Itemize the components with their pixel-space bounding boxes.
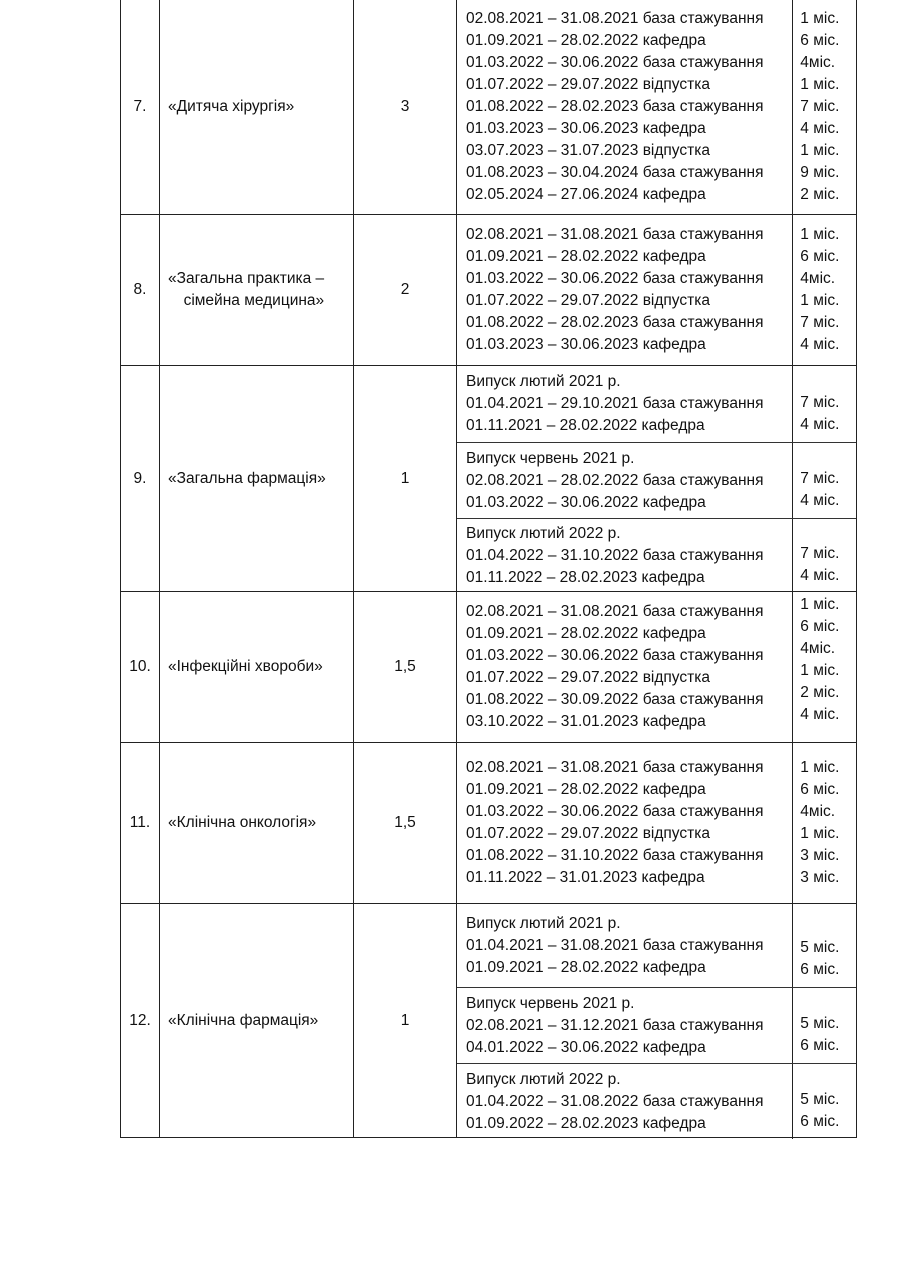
- duration-value: 6 міс.: [800, 618, 840, 635]
- duration-value: 4 міс.: [800, 416, 840, 433]
- duration-value: 4міс.: [800, 54, 836, 71]
- duration-value: 7 міс.: [800, 545, 840, 562]
- duration-value: 7 міс.: [800, 98, 840, 115]
- durations-list: [792, 215, 856, 365]
- duration-value: 1 міс.: [800, 596, 840, 613]
- specialty-name-line: «Дитяча хірургія»: [168, 98, 295, 115]
- duration-value: 1 міс.: [800, 662, 840, 679]
- period-line: 01.09.2021 – 28.02.2022 кафедра: [466, 781, 706, 798]
- durations-list: [792, 519, 856, 593]
- duration-value: 4 міс.: [800, 492, 840, 509]
- duration-value: 4міс.: [800, 803, 836, 820]
- duration-value: 2 міс.: [800, 684, 840, 701]
- term-years: 2: [353, 215, 456, 365]
- term-years: 3: [353, 0, 456, 214]
- duration-value: 1 міс.: [800, 292, 840, 309]
- term-years: 1,5: [353, 592, 456, 742]
- schedule-block: [457, 592, 856, 742]
- duration-value: 4 міс.: [800, 706, 840, 723]
- graduation-cohort-title: Випуск лютий 2021 р.: [466, 914, 621, 932]
- period-line: 01.09.2021 – 28.02.2022 кафедра: [466, 248, 706, 265]
- periods-list: [457, 743, 792, 903]
- schedule-cell: [456, 592, 857, 742]
- duration-value: 7 міс.: [800, 314, 840, 331]
- duration-value: 6 міс.: [800, 248, 840, 265]
- duration-value: 6 міс.: [800, 781, 840, 798]
- row-number: 9.: [120, 366, 159, 591]
- period-line: 02.08.2021 – 31.08.2021 база стажування: [466, 226, 764, 243]
- durations-list: [792, 592, 856, 742]
- period-line: 01.07.2022 – 29.07.2022 відпустка: [466, 292, 710, 309]
- period-line: 01.07.2022 – 29.07.2022 відпустка: [466, 825, 710, 842]
- duration-value: 5 міс.: [800, 939, 840, 956]
- period-line: 01.11.2022 – 28.02.2023 кафедра: [466, 569, 705, 586]
- periods-list: [457, 592, 792, 742]
- schedule-cell: [456, 0, 857, 214]
- durations-list: [792, 904, 856, 987]
- period-line: 01.04.2021 – 31.08.2021 база стажування: [466, 936, 764, 954]
- row-number: 11.: [120, 743, 159, 903]
- durations-list: [792, 988, 856, 1063]
- graduation-cohort-title: Випуск лютий 2021 р.: [466, 373, 621, 390]
- duration-value: 3 міс.: [800, 847, 840, 864]
- period-line: 01.11.2021 – 28.02.2022 кафедра: [466, 417, 705, 434]
- specialty-name-line: сімейна медицина»: [183, 292, 325, 309]
- graduation-cohort-title: Випуск червень 2021 р.: [466, 994, 635, 1012]
- period-line: 03.10.2022 – 31.01.2023 кафедра: [466, 713, 706, 730]
- schedule-block: [457, 443, 856, 519]
- specialty-name: [168, 96, 294, 118]
- duration-value: 2 міс.: [800, 186, 840, 203]
- specialty-name-cell: [159, 366, 353, 591]
- period-line: 01.09.2021 – 28.02.2022 кафедра: [466, 625, 706, 642]
- duration-value: 9 міс.: [800, 164, 840, 181]
- table-row: [120, 904, 857, 1138]
- period-line: 01.03.2022 – 30.06.2022 база стажування: [466, 54, 764, 71]
- duration-value: 6 міс.: [800, 1037, 840, 1054]
- term-years: 1,5: [353, 743, 456, 903]
- graduation-cohort-title: Випуск лютий 2022 р.: [466, 525, 621, 542]
- table-row: [120, 0, 857, 215]
- period-line: 01.03.2023 – 30.06.2023 кафедра: [466, 120, 706, 137]
- period-line: 01.09.2021 – 28.02.2022 кафедра: [466, 958, 706, 976]
- periods-list: [457, 0, 792, 214]
- table-row: [120, 366, 857, 592]
- period-line: 01.08.2022 – 31.10.2022 база стажування: [466, 847, 764, 864]
- specialty-name-line: «Клінічна фармація»: [168, 1011, 319, 1029]
- specialty-name-cell: [159, 743, 353, 903]
- duration-value: 6 міс.: [800, 1113, 840, 1130]
- term-years: 1: [353, 366, 456, 591]
- period-line: 01.03.2022 – 30.06.2022 база стажування: [466, 647, 764, 664]
- period-line: 04.01.2022 – 30.06.2022 кафедра: [466, 1038, 706, 1056]
- duration-value: 6 міс.: [800, 32, 840, 49]
- durations-list: [792, 0, 856, 214]
- schedule-cell: [456, 904, 857, 1137]
- duration-value: 4 міс.: [800, 336, 840, 353]
- graduation-cohort-title: Випуск червень 2021 р.: [466, 449, 635, 467]
- duration-value: 1 міс.: [800, 10, 840, 27]
- duration-value: 6 міс.: [800, 961, 840, 978]
- periods-list: [457, 904, 792, 987]
- specialty-name-line: «Клінічна онкологія»: [168, 814, 317, 831]
- duration-value: 3 міс.: [800, 869, 840, 886]
- row-number: 8.: [120, 215, 159, 365]
- duration-value: 1 міс.: [800, 759, 840, 776]
- period-line: 01.04.2021 – 29.10.2021 база стажування: [466, 395, 764, 412]
- period-line: 01.09.2021 – 28.02.2022 кафедра: [466, 32, 706, 49]
- schedule-cell: [456, 215, 857, 365]
- duration-value: 1 міс.: [800, 142, 840, 159]
- duration-value: 5 міс.: [800, 1091, 840, 1108]
- duration-value: 1 міс.: [800, 226, 840, 243]
- schedule-block: [457, 366, 856, 443]
- period-line: 01.03.2023 – 30.06.2023 кафедра: [466, 336, 706, 353]
- period-line: 01.03.2022 – 30.06.2022 кафедра: [466, 493, 706, 511]
- graduation-cohort-title: Випуск лютий 2022 р.: [466, 1070, 621, 1088]
- duration-value: 7 міс.: [800, 470, 840, 487]
- specialty-name: [168, 1010, 318, 1032]
- period-line: 02.08.2021 – 31.12.2021 база стажування: [466, 1016, 764, 1034]
- period-line: 01.07.2022 – 29.07.2022 відпустка: [466, 669, 710, 686]
- schedule-block: [457, 743, 856, 903]
- period-line: 01.11.2022 – 31.01.2023 кафедра: [466, 869, 705, 886]
- term-years: 1: [353, 904, 456, 1137]
- specialty-name-line: «Загальна фармація»: [168, 469, 326, 487]
- period-line: 01.08.2022 – 30.09.2022 база стажування: [466, 691, 764, 708]
- row-number: 12.: [120, 904, 159, 1137]
- schedule-block: [457, 215, 856, 365]
- schedule-block: [457, 519, 856, 593]
- duration-value: 4 міс.: [800, 120, 840, 137]
- duration-value: 7 міс.: [800, 394, 840, 411]
- period-line: 01.08.2023 – 30.04.2024 база стажування: [466, 164, 764, 181]
- specialty-name-cell: [159, 592, 353, 742]
- duration-value: 1 міс.: [800, 825, 840, 842]
- period-line: 01.08.2022 – 28.02.2023 база стажування: [466, 314, 764, 331]
- schedule-block: [457, 1064, 856, 1139]
- period-line: 01.08.2022 – 28.02.2023 база стажування: [466, 98, 764, 115]
- period-line: 02.08.2021 – 31.08.2021 база стажування: [466, 10, 764, 27]
- row-number: 10.: [120, 592, 159, 742]
- period-line: 01.09.2022 – 28.02.2023 кафедра: [466, 1114, 706, 1132]
- periods-list: [457, 215, 792, 365]
- schedule-block: [457, 988, 856, 1064]
- duration-value: 4міс.: [800, 270, 836, 287]
- duration-value: 4 міс.: [800, 567, 840, 584]
- period-line: 03.07.2023 – 31.07.2023 відпустка: [466, 142, 710, 159]
- specialty-name: [168, 468, 326, 490]
- period-line: 01.03.2022 – 30.06.2022 база стажування: [466, 803, 764, 820]
- period-line: 01.03.2022 – 30.06.2022 база стажування: [466, 270, 764, 287]
- period-line: 02.08.2021 – 31.08.2021 база стажування: [466, 603, 764, 620]
- table-row: [120, 592, 857, 743]
- specialty-name-cell: [159, 904, 353, 1137]
- specialty-name-line: «Інфекційні хвороби»: [168, 658, 323, 675]
- durations-list: [792, 443, 856, 518]
- duration-value: 5 міс.: [800, 1015, 840, 1032]
- table-row: [120, 743, 857, 904]
- period-line: 02.08.2021 – 31.08.2021 база стажування: [466, 759, 764, 776]
- specialty-name-cell: [159, 0, 353, 214]
- periods-list: [457, 519, 792, 593]
- durations-list: [792, 743, 856, 903]
- specialty-name: [168, 656, 323, 678]
- periods-list: [457, 988, 792, 1063]
- periods-list: [457, 443, 792, 518]
- period-line: 02.05.2024 – 27.06.2024 кафедра: [466, 186, 706, 203]
- period-line: 01.04.2022 – 31.10.2022 база стажування: [466, 547, 764, 564]
- specialty-name: [168, 812, 316, 834]
- specialty-name-line: «Загальна практика –: [168, 270, 325, 287]
- durations-list: [792, 366, 856, 442]
- row-number: 7.: [120, 0, 159, 214]
- schedule-cell: [456, 743, 857, 903]
- duration-value: 4міс.: [800, 640, 836, 657]
- schedule-block: [457, 904, 856, 988]
- periods-list: [457, 1064, 792, 1139]
- periods-list: [457, 366, 792, 442]
- schedule-block: [457, 0, 856, 214]
- duration-value: 1 міс.: [800, 76, 840, 93]
- durations-list: [792, 1064, 856, 1139]
- internship-schedule-table: [120, 0, 857, 1138]
- period-line: 02.08.2021 – 28.02.2022 база стажування: [466, 471, 764, 489]
- specialty-name-cell: [159, 215, 353, 365]
- period-line: 01.07.2022 – 29.07.2022 відпустка: [466, 76, 710, 93]
- table-row: [120, 215, 857, 366]
- schedule-cell: [456, 366, 857, 591]
- specialty-name: [168, 268, 324, 312]
- period-line: 01.04.2022 – 31.08.2022 база стажування: [466, 1092, 764, 1110]
